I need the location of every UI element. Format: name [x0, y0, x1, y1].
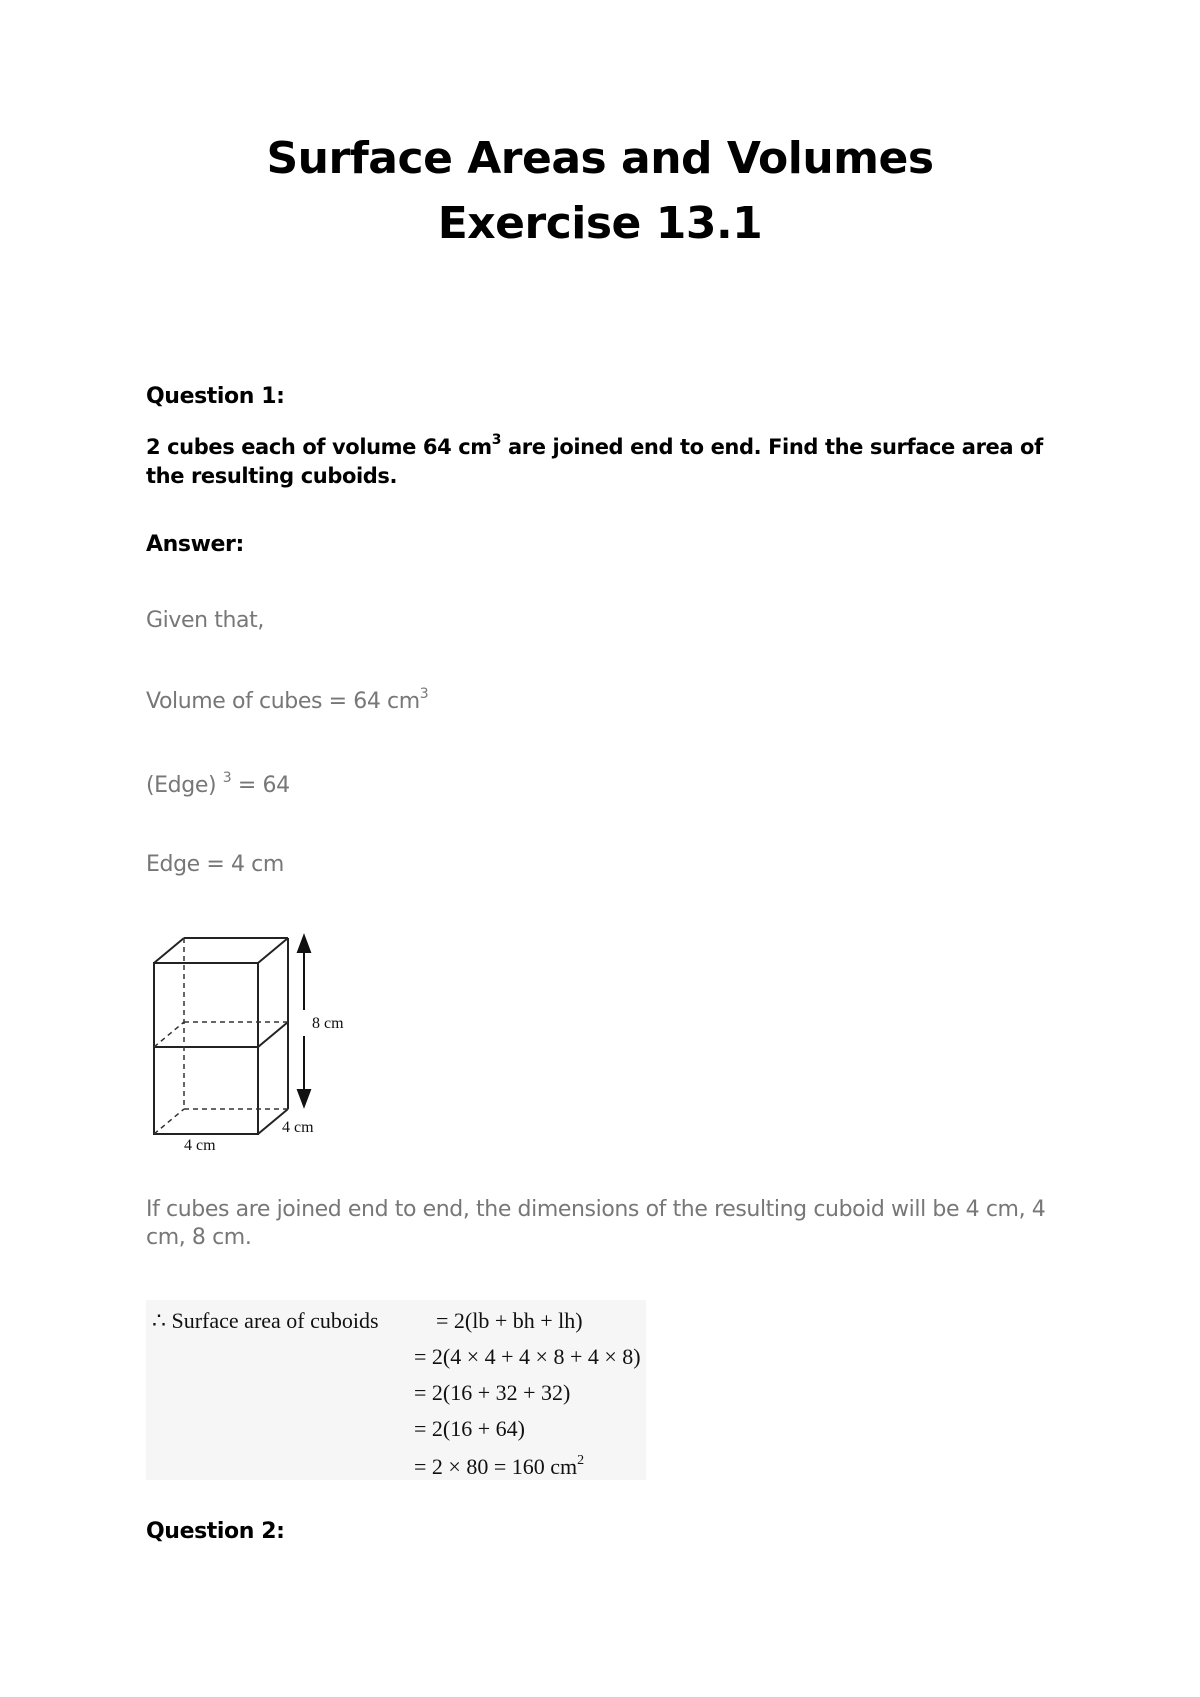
question-2-label: Question 2: — [146, 1519, 285, 1544]
page-title: Surface Areas and Volumes — [266, 133, 934, 184]
height-label: 8 cm — [312, 1015, 344, 1032]
answer-edge-cubed-text: (Edge) — [146, 773, 223, 798]
question-1-label: Question 1: — [146, 384, 285, 409]
cuboid-figure — [146, 930, 356, 1150]
math-label: ∴ Surface area of cuboids — [152, 1308, 379, 1333]
math-line-5-text: = 2 × 80 = 160 cm — [414, 1454, 578, 1479]
answer-edge-cubed-value: = 64 — [231, 773, 290, 798]
answer-dimensions: If cubes are joined end to end, the dimensions of the resulting cuboid will be 4 cm, 4 cm, 8 cm. — [146, 1197, 1046, 1250]
math-line-5-superscript: 2 — [577, 1453, 585, 1468]
answer-volume — [146, 688, 1066, 716]
question-1-superscript: 3 — [491, 432, 502, 448]
answer-edge-cubed-superscript: 3 — [222, 770, 232, 786]
answer-label: Answer: — [146, 532, 244, 557]
answer-given: Given that, — [146, 608, 264, 633]
math-line-1: = 2(lb + bh + lh) — [436, 1308, 583, 1333]
question-1-text-start: 2 cubes each of volume 64 cm — [146, 435, 492, 459]
page-subtitle: Exercise 13.1 — [437, 198, 763, 249]
question-1-text — [146, 433, 1046, 491]
math-line-3: = 2(16 + 32 + 32) — [414, 1380, 571, 1405]
surface-area-working — [146, 1300, 646, 1480]
answer-edge-cubed — [146, 772, 1066, 800]
math-line-5 — [414, 1454, 584, 1480]
answer-edge: Edge = 4 cm — [146, 852, 284, 877]
math-line-4: = 2(16 + 64) — [414, 1416, 525, 1441]
answer-volume-text: Volume of cubes = 64 cm — [146, 689, 420, 714]
math-line-2: = 2(4 × 4 + 4 × 8 + 4 × 8) — [414, 1344, 641, 1369]
depth-label: 4 cm — [282, 1119, 314, 1136]
answer-volume-superscript: 3 — [419, 686, 429, 702]
height-arrow — [298, 936, 310, 1106]
width-label: 4 cm — [184, 1137, 216, 1150]
question-1-text-end: are joined end to end. Find the surface area of the resulting cuboids. — [146, 435, 1043, 488]
